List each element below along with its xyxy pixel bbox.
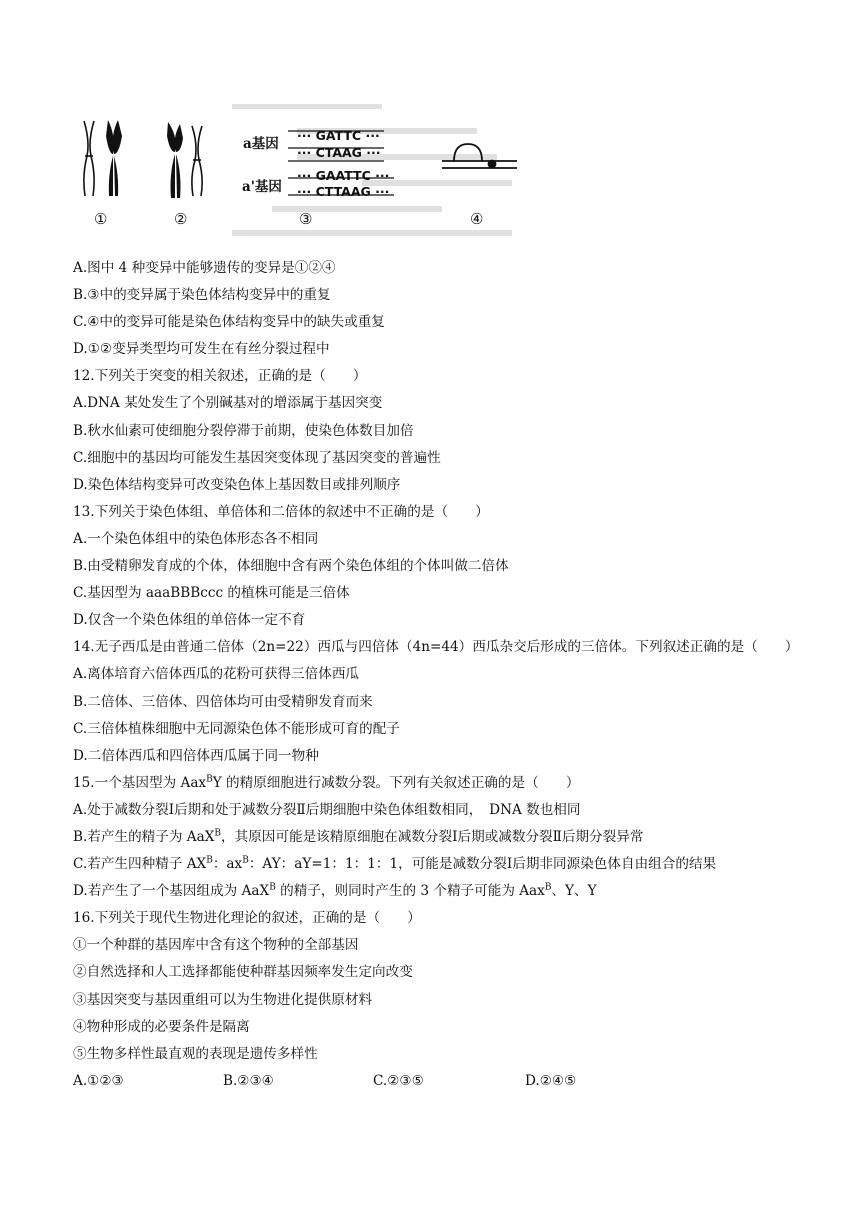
figure-label-3: ③ — [299, 210, 313, 228]
q11-option-c: C.④中的变异可能是染色体结构变异中的缺失或重复 — [73, 314, 385, 331]
seq-a-prime-bottom: ··· CTTAAG ··· — [297, 184, 390, 199]
variation-figure — [72, 96, 542, 246]
chromosome-pair-2b — [192, 126, 202, 196]
q12-stem: 12.下列关于突变的相关叙述，正确的是（ ） — [73, 368, 367, 385]
q16-choice-c: C.②③⑤ — [373, 1072, 424, 1089]
q16-choices — [73, 1068, 833, 1095]
q16-statement-2: ②自然选择和人工选择都能使种群基因频率发生定向改变 — [73, 964, 413, 981]
q11-option-d: D.①②变异类型均可发生在有丝分裂过程中 — [73, 341, 330, 358]
chromosome-pair-2 — [167, 122, 183, 198]
q16-choice-d: D.②④⑤ — [525, 1072, 577, 1089]
q14-option-c: C.三倍体植株细胞中无同源染色体不能形成可育的配子 — [73, 720, 400, 737]
question-body — [73, 255, 833, 1095]
seq-a-prime-top: ··· GAATTC ··· — [297, 168, 390, 183]
chromosome-pair-1 — [84, 121, 94, 196]
q15-stem: 15.一个基因型为 Aax$^B$Y 的精原细胞进行减数分裂。下列有关叙述正确的是（ ） — [73, 774, 580, 791]
q16-statement-4: ④物种形成的必要条件是隔离 — [73, 1018, 250, 1035]
gene-a-label: a基因 — [243, 136, 279, 152]
seq-a-bottom: ··· CTAAG ··· — [297, 145, 381, 160]
figure-label-2: ② — [174, 210, 188, 228]
q16-statement-3: ③基因突变与基因重组可以为生物进化提供原材料 — [73, 991, 373, 1008]
q11-option-a: A.图中 4 种变异中能够遗传的变异是①②④ — [73, 260, 336, 276]
q11-option-b: B.③中的变异属于染色体结构变异中的重复 — [73, 287, 331, 304]
gene-a-prime-label: a'基因 — [242, 179, 282, 195]
q14-option-b: B.二倍体、三倍体、四倍体均可由受精卵发育而来 — [73, 693, 373, 710]
q14-option-a: A.离体培育六倍体西瓜的花粉可获得三倍体西瓜 — [73, 666, 360, 683]
chromosome-pair-1b — [106, 120, 122, 196]
q15-option-d: D.若产生了一个基因组成为 AaX$^B$ 的精子，则同时产生的 3 个精子可能为 Aax$^B$、Y、Y — [73, 882, 597, 900]
seq-a-top: ··· GATTC ··· — [297, 128, 380, 143]
q15-option-b: B.若产生的精子为 AaX$^B$，其原因可能是该精原细胞在减数分裂Ⅰ后期或减数分裂Ⅱ后期分裂异常 — [73, 828, 644, 845]
q12-option-d: D.染色体结构变异可改变染色体上基因数目或排列顺序 — [73, 476, 401, 493]
q13-option-d: D.仅含一个染色体组的单倍体一定不育 — [73, 612, 306, 629]
q13-option-a: A.一个染色体组中的染色体形态各不相同 — [73, 530, 319, 547]
figure-label-4: ④ — [470, 210, 484, 228]
q12-option-c: C.细胞中的基因均可能发生基因突变体现了基因突变的普遍性 — [73, 449, 441, 466]
q15-option-a: A.处于减数分裂Ⅰ后期和处于减数分裂Ⅱ后期细胞中染色体组数相同， DNA 数也相同 — [73, 801, 581, 818]
q14-option-d: D.二倍体西瓜和四倍体西瓜属于同一物种 — [73, 747, 319, 764]
q16-choice-a: A.①②③ — [73, 1072, 124, 1089]
q16-statement-1: ①一个种群的基因库中含有这个物种的全部基因 — [73, 937, 359, 954]
q13-option-c: C.基因型为 aaaBBBccc 的植株可能是三倍体 — [73, 585, 350, 602]
q12-option-a: A.DNA 某处发生了个别碱基对的增添属于基因突变 — [73, 395, 383, 412]
q16-stem: 16.下列关于现代生物进化理论的叙述，正确的是（ ） — [73, 910, 421, 927]
q13-stem: 13.下列关于染色体组、单倍体和二倍体的叙述中不正确的是（ ） — [73, 503, 489, 520]
q13-option-b: B.由受精卵发育成的个体，体细胞中含有两个染色体组的个体叫做二倍体 — [73, 558, 509, 575]
q16-choice-b: B.②③④ — [223, 1072, 274, 1089]
q14-stem: 14.无子西瓜是由普通二倍体（2n=22）西瓜与四倍体（4n=44）西瓜杂交后形成的三倍体。下列叙述正确的是（ ） — [73, 639, 799, 656]
q15-option-c: C.若产生四种精子 $AX^B$：$ax^B$：AY：aY=1：1：1：1，可能是减数分裂Ⅰ后期非同源染色体自由组合的结果 — [73, 855, 717, 873]
figure-label-1: ① — [94, 210, 108, 228]
q12-option-b: B.秋水仙素可使细胞分裂停滞于前期，使染色体数目加倍 — [73, 422, 414, 439]
q16-statement-5: ⑤生物多样性最直观的表现是遗传多样性 — [73, 1045, 318, 1062]
